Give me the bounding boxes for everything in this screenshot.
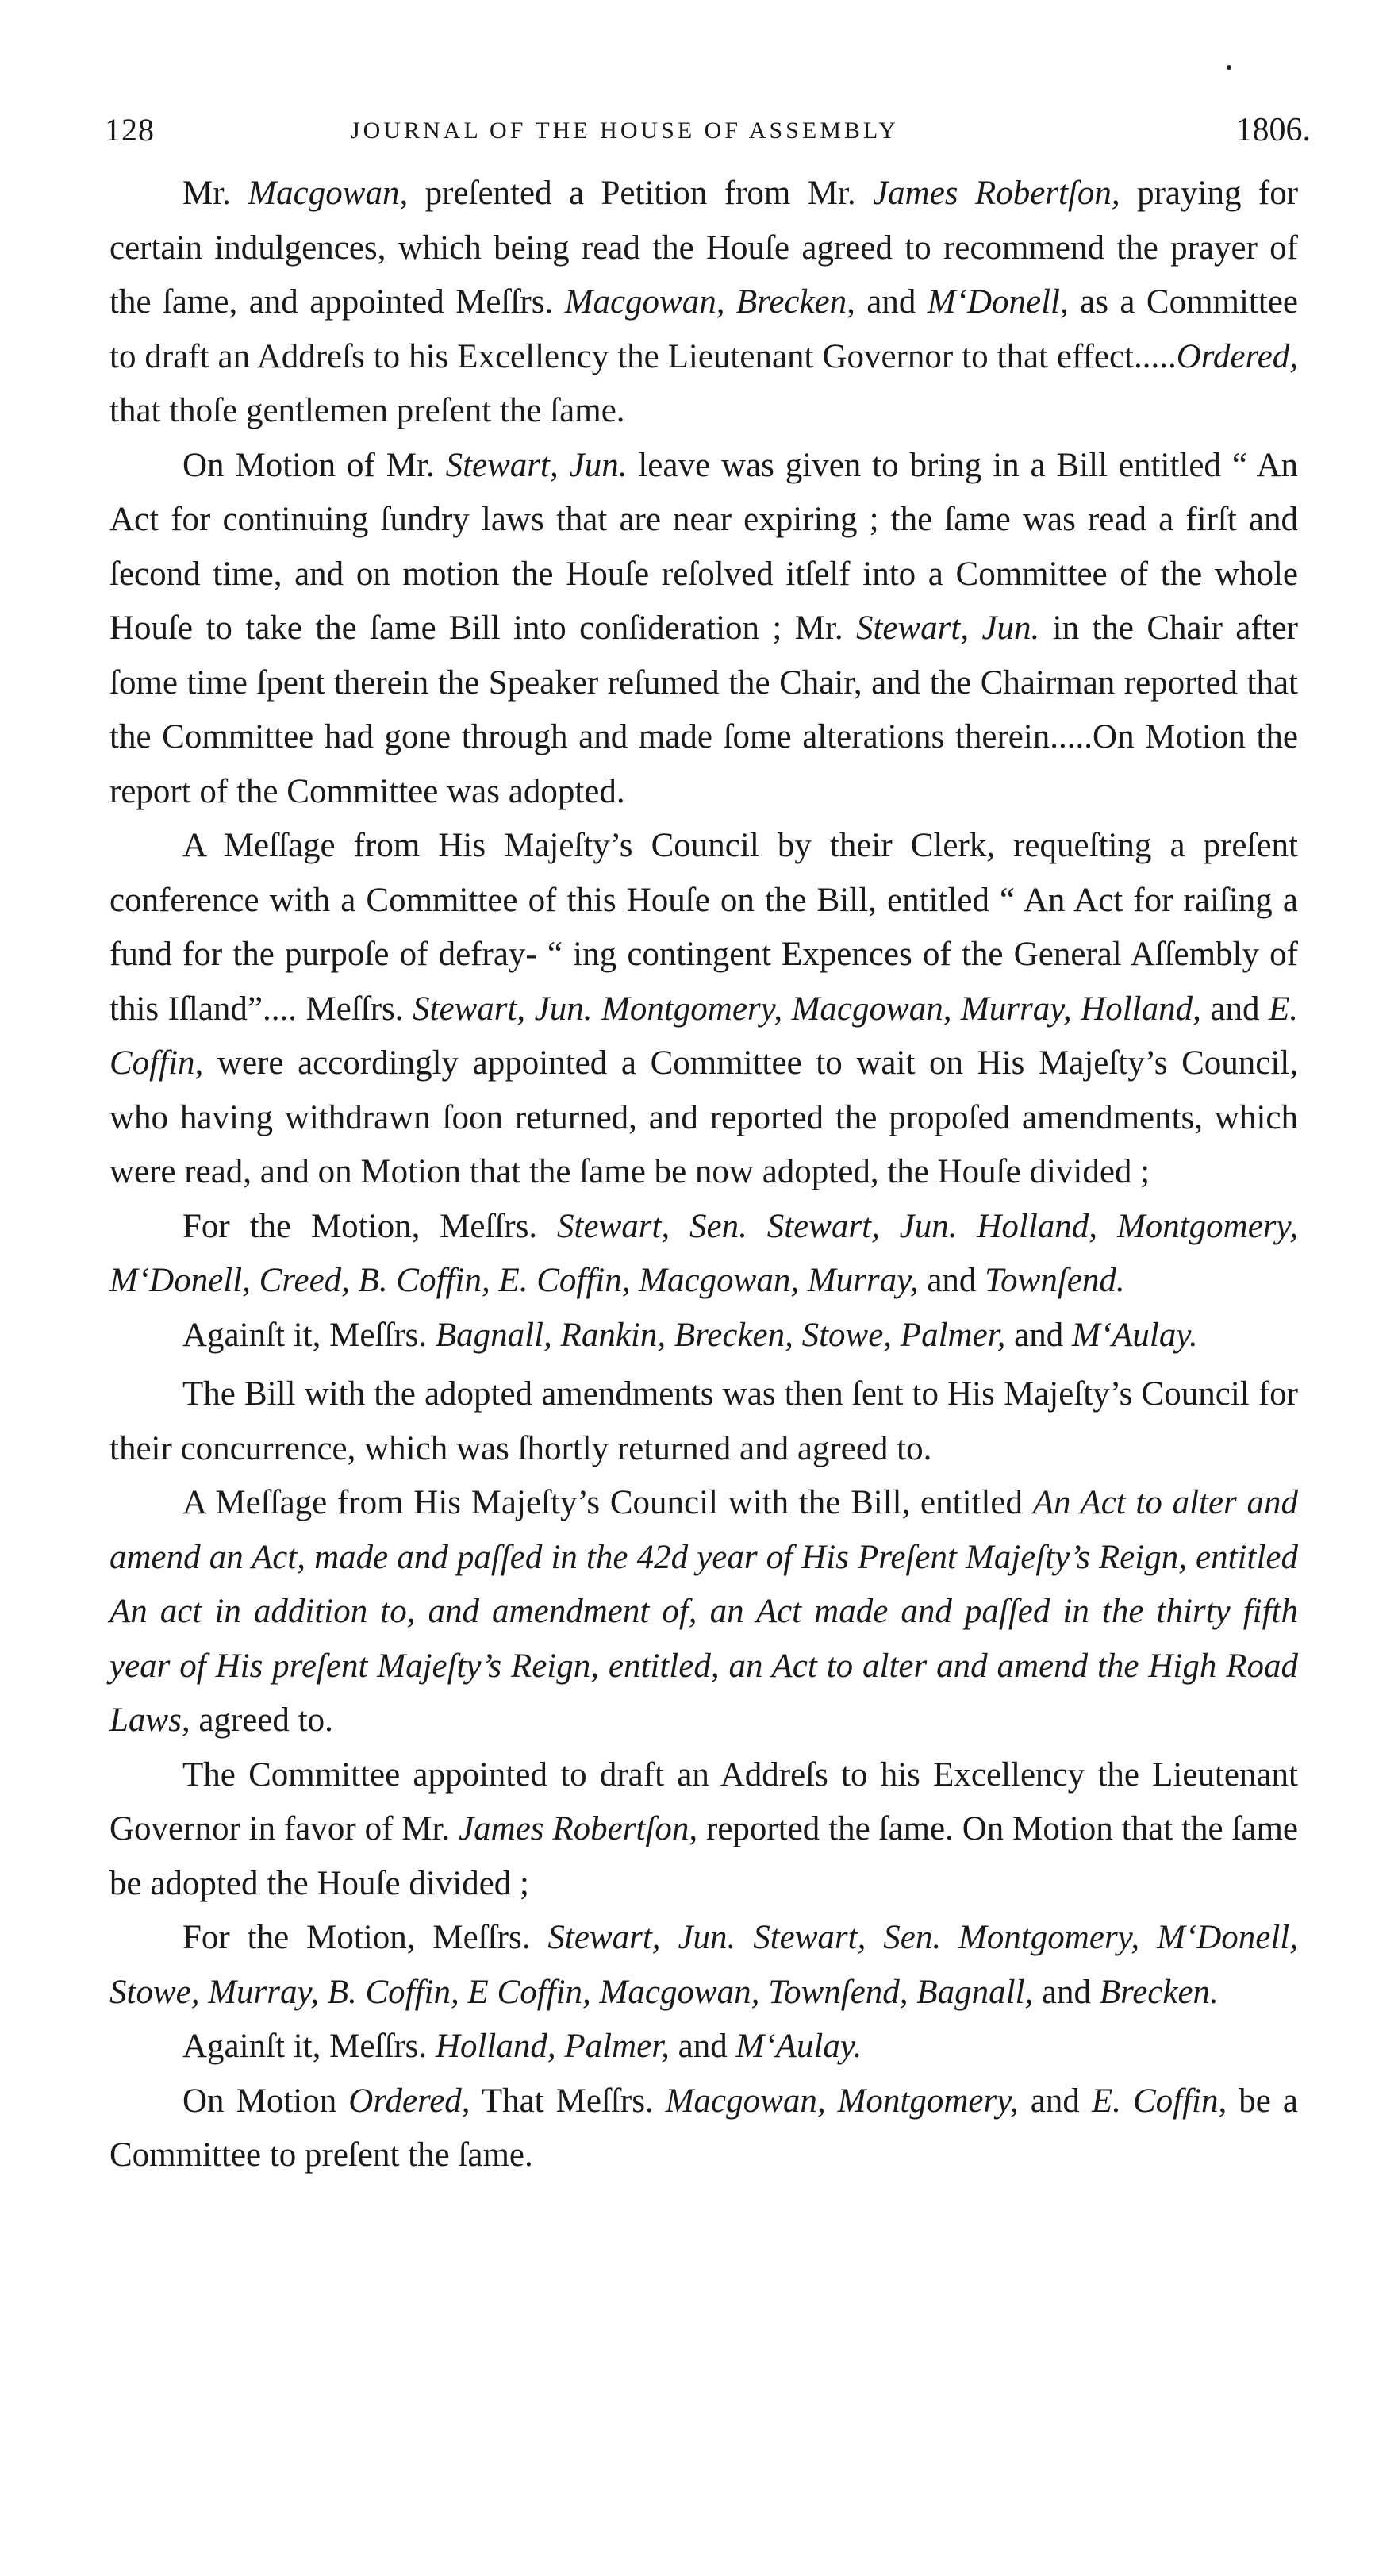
text-run: and <box>918 1262 985 1299</box>
text-run: be a Committee to preſent the ſame. <box>109 2082 1299 2174</box>
text-run: A Meſſage from His Majeſty’s Council with the Bill, entitled <box>182 1484 1033 1521</box>
italic-text: Macgowan, Brecken, <box>564 283 855 321</box>
italic-text: M‘Aulay. <box>735 2028 862 2065</box>
italic-text: Stewart, Jun. <box>855 609 1040 647</box>
paragraph <box>109 2074 1298 2183</box>
text-run: and <box>669 2028 736 2065</box>
text-run: Againſt it, Meſſrs. <box>182 1316 436 1354</box>
text-run: and <box>855 283 928 321</box>
italic-text: Ordered, <box>348 2082 470 2120</box>
text-run: That Meſſrs. <box>470 2082 666 2120</box>
paragraph <box>109 167 1298 439</box>
paragraph <box>109 1309 1298 1363</box>
text-run: For the Motion, Meſſrs. <box>182 1919 548 1956</box>
text-run: A Meſſage from His Majeſty’s Council by their Clerk, requeſting a preſent conference with a Committee of this Houſe on the Bill, entitled “ An Act for raiſing a fund for the purpoſe of defray- “ ing contingent Expences of the General Aſſembly of this Iſland”.... Meſſrs. <box>109 827 1298 1028</box>
text-run: in the Chair after ſome time ſpent therein the Speaker reſumed the Chair, and the Chairman reported that the Committee had gone through and made ſome alterations therein.....On Motion the report of the Committee was adopted. <box>109 609 1299 810</box>
text-run: were accordingly appointed a Committee to wait on His Majeſty’s Council, who having withdrawn ſoon returned, and reported the propoſed amendments, which were read, and on Motion that the ſame be now adopted, the Houſe divided ; <box>109 1044 1298 1190</box>
italic-text: An Act to alter and amend an Act, made and paſſed in the 42d year of His Preſent Majeſty’s Reign, entitled An act in addition to, and amendment of, an Act made and paſſed in the thirty fifth year of His preſent Majeſty’s Reign, entitled, an Act to alter and amend the High Road Laws, <box>109 1484 1298 1739</box>
journal-body <box>109 167 1298 2183</box>
paragraph <box>109 1200 1298 1309</box>
italic-text: Macgowan, Montgomery, <box>665 2082 1019 2120</box>
text-run: Againſt it, Meſſrs. <box>182 2028 436 2065</box>
text-run: reported the ſame. On Motion that the ſame be adopted the Houſe divided ; <box>109 1810 1298 1902</box>
paragraph <box>109 2020 1298 2074</box>
text-run: as a Committee to draft an Addreſs to his Excellency the Lieutenant Governor to that effect..... <box>109 283 1299 375</box>
text-run: and <box>1018 2082 1092 2120</box>
paragraph <box>109 1476 1298 1748</box>
page-header <box>105 111 1311 159</box>
italic-text: Holland, Palmer, <box>435 2028 670 2065</box>
text-run: that thoſe gentlemen preſent the ſame. <box>109 392 625 429</box>
italic-text: James Robertſon, <box>873 175 1120 212</box>
italic-text: Stewart, Jun. Stewart, Sen. Montgomery, M‘Donell, Stowe, Murray, B. Coffin, E Coffin, Macgowan, Townſend, Bagnall, <box>109 1919 1298 2011</box>
text-run: For the Motion, Meſſrs. <box>182 1207 558 1245</box>
paragraph <box>109 439 1298 820</box>
italic-text: M‘Donell, <box>927 283 1069 321</box>
italic-text: Townſend. <box>985 1262 1125 1299</box>
italic-text: E. Coffin, <box>1091 2082 1227 2120</box>
text-run: leave was given to bring in a Bill entitled “ An Act for continuing ſundry laws that are near expiring ; the ſame was read a firſt and ſecond time, and on motion the Houſe reſolved itſelf into a Committee of the whole Houſe to take the ſame Bill into conſideration ; Mr. <box>109 446 1298 647</box>
text-run: The Committee appointed to draft an Addreſs to his Excellency the Lieutenant Governor in favor of Mr. <box>109 1755 1298 1847</box>
italic-text: M‘Aulay. <box>1071 1316 1198 1354</box>
text-run: and <box>1005 1316 1072 1354</box>
page-number: 128 <box>105 112 155 148</box>
italic-text: Bagnall, Rankin, Brecken, Stowe, Palmer, <box>435 1316 1006 1354</box>
italic-text: Stewart, Sen. Stewart, Jun. Holland, Montgomery, M‘Donell, Creed, B. Coffin, E. Coffin, Macgowan, Murray, <box>109 1207 1298 1299</box>
paragraph <box>109 819 1298 1200</box>
text-run: On Motion <box>182 2082 349 2120</box>
running-head: JOURNAL OF THE HOUSE OF ASSEMBLY <box>351 117 899 144</box>
ink-speck <box>1227 65 1231 70</box>
italic-text: Stewart, Jun. Montgomery, Macgowan, Murray, Holland, <box>413 990 1201 1028</box>
text-run: On Motion of Mr. <box>182 446 446 484</box>
paragraph <box>109 1911 1298 2020</box>
page-year: 1806. <box>1235 112 1311 148</box>
paragraph <box>109 1748 1298 1912</box>
italic-text: Stewart, Jun. <box>445 446 628 484</box>
text-run: The Bill with the adopted amendments was then ſent to His Majeſty’s Council for their concurrence, which was ſhortly returned and agreed to. <box>109 1375 1298 1467</box>
text-run: agreed to. <box>190 1701 333 1739</box>
italic-text: Macgowan, <box>248 175 409 212</box>
paragraph <box>109 1367 1298 1476</box>
italic-text: James Robertſon, <box>459 1810 698 1847</box>
text-run: Mr. <box>182 175 248 212</box>
italic-text: Brecken. <box>1099 1973 1219 2011</box>
text-run: and <box>1200 990 1269 1028</box>
text-run: and <box>1033 1973 1100 2011</box>
italic-text: Ordered, <box>1176 337 1298 375</box>
text-run: praying for certain indulgences, which being read the Houſe agreed to recommend the prayer of the ſame, and appointed Meſſrs. <box>109 175 1299 321</box>
text-run: preſented a Petition from Mr. <box>408 175 874 212</box>
italic-text: E. Coffin, <box>109 990 1299 1082</box>
